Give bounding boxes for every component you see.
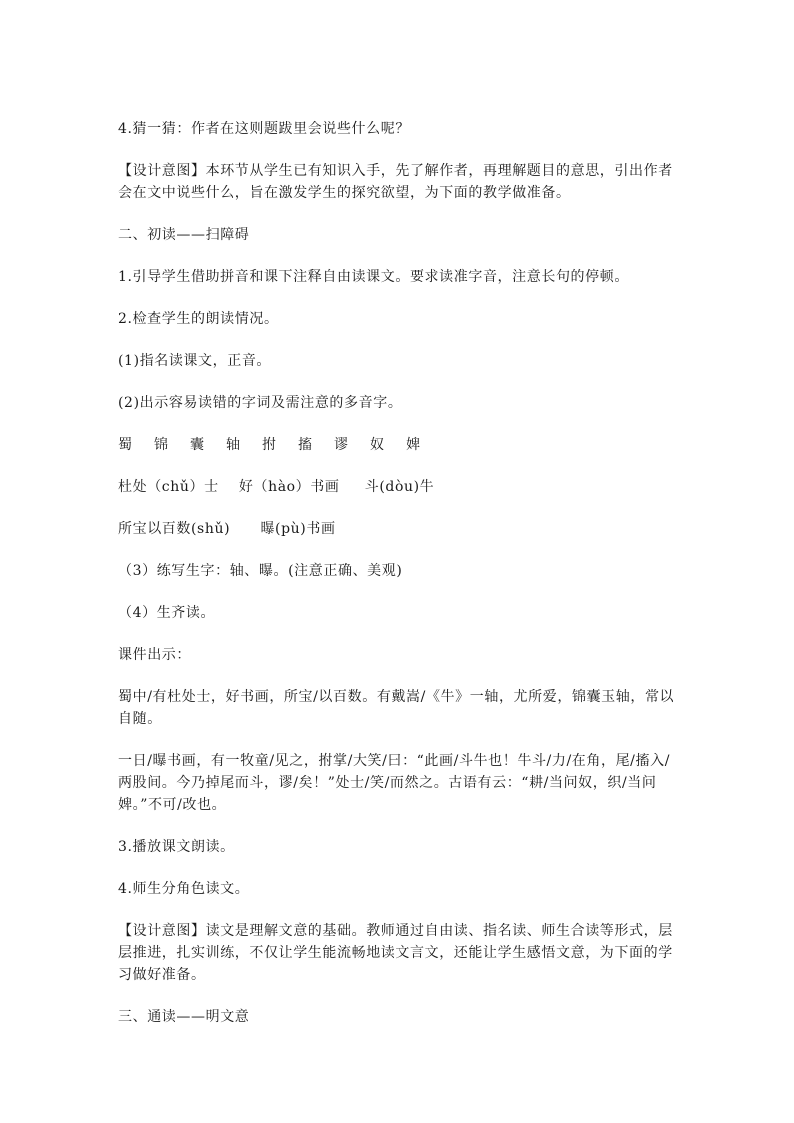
character: 谬	[334, 437, 348, 453]
difficult-characters	[118, 434, 676, 456]
character: 囊	[190, 437, 204, 453]
substep-4: （4）生齐读。	[118, 605, 216, 621]
step-4-role-reading: 4.师生分角色读文。	[118, 881, 250, 897]
step-4-guess: 4.猜一猜：作者在这则题跋里会说些什么呢？	[118, 121, 410, 137]
character: 婢	[406, 437, 420, 453]
section-heading-3: 三、通读——明文意	[118, 1009, 250, 1025]
character: 轴	[226, 437, 240, 453]
text-paragraph-2: 一日/曝书画，有一牧童/见之，拊掌/大笑/曰：“此画/斗牛也！牛斗/力/在角，尾/搐入/两股间。今乃掉尾而斗，谬/矣！”处士/笑/而然之。古语有云：“耕/当问奴，织/当问婢。”不可/改也。	[118, 753, 671, 813]
section-heading-2: 二、初读——扫障碍	[118, 227, 250, 243]
substep-2: (2)出示容易读错的字词及需注意的多音字。	[118, 395, 403, 411]
pinyin-line-1: 杜处（chǔ）士 好（hào）书画 斗(dòu)牛	[118, 479, 435, 495]
step-3-play-audio: 3.播放课文朗读。	[118, 839, 235, 855]
step-2-check-reading: 2.检查学生的朗读情况。	[118, 311, 279, 327]
character: 拊	[262, 437, 276, 453]
design-intent-2: 【设计意图】读文是理解文意的基础。教师通过自由读、指名读、师生合读等形式，层层推进，扎实训练，不仅让学生能流畅地读文言文，还能让学生感悟文意，为下面的学习做好准备。	[118, 923, 673, 983]
courseware-label: 课件出示：	[118, 647, 191, 663]
pinyin-line-2: 所宝以百数(shǔ) 曝(pù)书画	[118, 521, 336, 537]
step-1-self-read: 1.引导学生借助拼音和课下注释自由读课文。要求读准字音，注意长句的停顿。	[118, 269, 629, 285]
substep-1: (1)指名读课文，正音。	[118, 353, 272, 369]
substep-3: （3）练写生字：轴、曝。(注意正确、美观)	[118, 563, 403, 579]
design-intent-1: 【设计意图】本环节从学生已有知识入手，先了解作者，再理解题目的意思，引出作者会在文中说些什么，旨在激发学生的探究欲望，为下面的教学做准备。	[118, 163, 673, 201]
character: 搐	[298, 437, 312, 453]
character: 锦	[154, 437, 168, 453]
character: 奴	[370, 437, 384, 453]
text-paragraph-1: 蜀中/有杜处士，好书画，所宝/以百数。有戴嵩/《牛》一轴，尤所爱，锦囊玉轴，常以自随。	[118, 689, 675, 727]
character: 蜀	[118, 437, 132, 453]
